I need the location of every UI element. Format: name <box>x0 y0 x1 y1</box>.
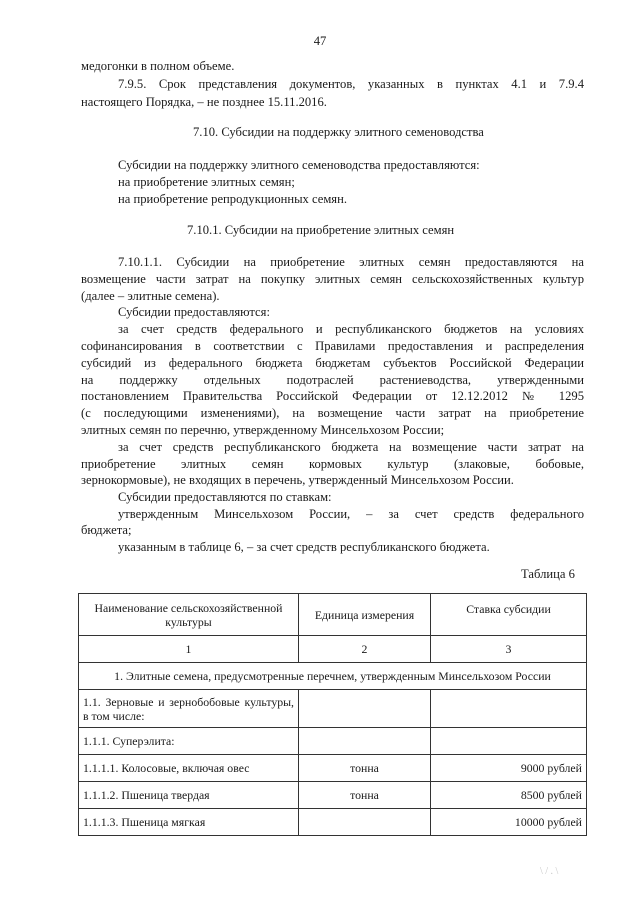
rate-cell <box>431 728 587 755</box>
paragraph: за счет средств федерального и республиканского бюджетов на условиях <box>118 322 584 336</box>
unit-cell: тонна <box>299 782 431 809</box>
scan-watermark: \ / . \ <box>540 866 559 877</box>
paragraph: Субсидии предоставляются: <box>118 305 270 319</box>
paragraph: на приобретение элитных семян; <box>118 175 295 189</box>
unit-cell: тонна <box>299 755 431 782</box>
rate-cell: 10000 рублей <box>431 809 587 836</box>
table-header-row <box>79 594 587 636</box>
rate-cell <box>431 690 587 728</box>
paragraph: постановлением Правительства Российской Федерации от 12.12.2012 № 1295 <box>81 389 584 403</box>
paragraph: за счет средств республиканского бюджета на возмещение части затрат на <box>118 440 584 454</box>
paragraph: на поддержку отдельных подотраслей растениеводства, утвержденными <box>81 373 584 387</box>
number-cell: 3 <box>431 636 587 663</box>
paragraph: (далее – элитные семена). <box>81 289 220 303</box>
rate-cell: 8500 рублей <box>431 782 587 809</box>
paragraph: приобретение элитных семян кормовых культур (злаковые, бобовые, <box>81 457 584 471</box>
paragraph: софинансирования в соответствии с Правилами предоставления и распределения <box>81 339 584 353</box>
paragraph: (с последующими изменениями), на возмещение части затрат на приобретение <box>81 406 584 420</box>
crop-cell: 1.1.1.1. Колосовые, включая овес <box>79 755 299 782</box>
paragraph: зернокормовые), не входящих в перечень, утвержденный Минсельхозом России. <box>81 473 514 487</box>
table-caption: Таблица 6 <box>521 567 575 581</box>
crop-cell: 1.1.1.3. Пшеница мягкая <box>79 809 299 836</box>
table-section-row <box>79 663 587 690</box>
unit-cell <box>299 728 431 755</box>
paragraph: настоящего Порядка, – не позднее 15.11.2016. <box>81 95 327 109</box>
table-row <box>79 755 587 782</box>
table-row <box>79 809 587 836</box>
paragraph: субсидий из федерального бюджета бюджетам субъектов Российской Федерации <box>81 356 584 370</box>
subsidy-rates-table <box>78 593 587 836</box>
number-cell: 2 <box>299 636 431 663</box>
paragraph: утвержденным Минсельхозом России, – за счет средств федерального <box>118 507 584 521</box>
table-row <box>79 728 587 755</box>
unit-cell <box>299 809 431 836</box>
section-cell: 1. Элитные семена, предусмотренные перечнем, утвержденным Минсельхозом России <box>79 663 587 690</box>
page-number: 47 <box>313 34 327 48</box>
table-row <box>79 782 587 809</box>
crop-cell: 1.1.1. Суперэлита: <box>79 728 299 755</box>
paragraph: бюджета; <box>81 523 132 537</box>
paragraph: указанным в таблице 6, – за счет средств республиканского бюджета. <box>118 540 490 554</box>
paragraph: на приобретение репродукционных семян. <box>118 192 347 206</box>
header-cell: Наименование сельскохозяйственной культуры <box>79 594 299 636</box>
paragraph: Субсидии на поддержку элитного семеноводства предоставляются: <box>118 158 480 172</box>
crop-cell: 1.1. Зерновые и зернобобовые культуры, в том числе: <box>79 690 299 728</box>
paragraph: возмещение части затрат на покупку элитных семян сельскохозяйственных культур <box>81 272 584 286</box>
header-cell: Единица измерения <box>299 594 431 636</box>
number-cell: 1 <box>79 636 299 663</box>
paragraph: элитных семян по перечню, утвержденному Минсельхозом России; <box>81 423 445 437</box>
paragraph: Субсидии предоставляются по ставкам: <box>118 490 332 504</box>
paragraph: медогонки в полном объеме. <box>81 59 235 73</box>
paragraph: 7.10.1.1. Субсидии на приобретение элитных семян предоставляются на <box>118 255 584 269</box>
paragraph: 7.9.5. Срок представления документов, указанных в пунктах 4.1 и 7.9.4 <box>118 77 584 91</box>
subsection-heading: 7.10.1. Субсидии на приобретение элитных семян <box>187 223 455 237</box>
section-heading: 7.10. Субсидии на поддержку элитного семеноводства <box>193 125 484 139</box>
table-row <box>79 690 587 728</box>
unit-cell <box>299 690 431 728</box>
header-cell: Ставка субсидии <box>431 594 587 636</box>
table-number-row <box>79 636 587 663</box>
rate-cell: 9000 рублей <box>431 755 587 782</box>
crop-cell: 1.1.1.2. Пшеница твердая <box>79 782 299 809</box>
